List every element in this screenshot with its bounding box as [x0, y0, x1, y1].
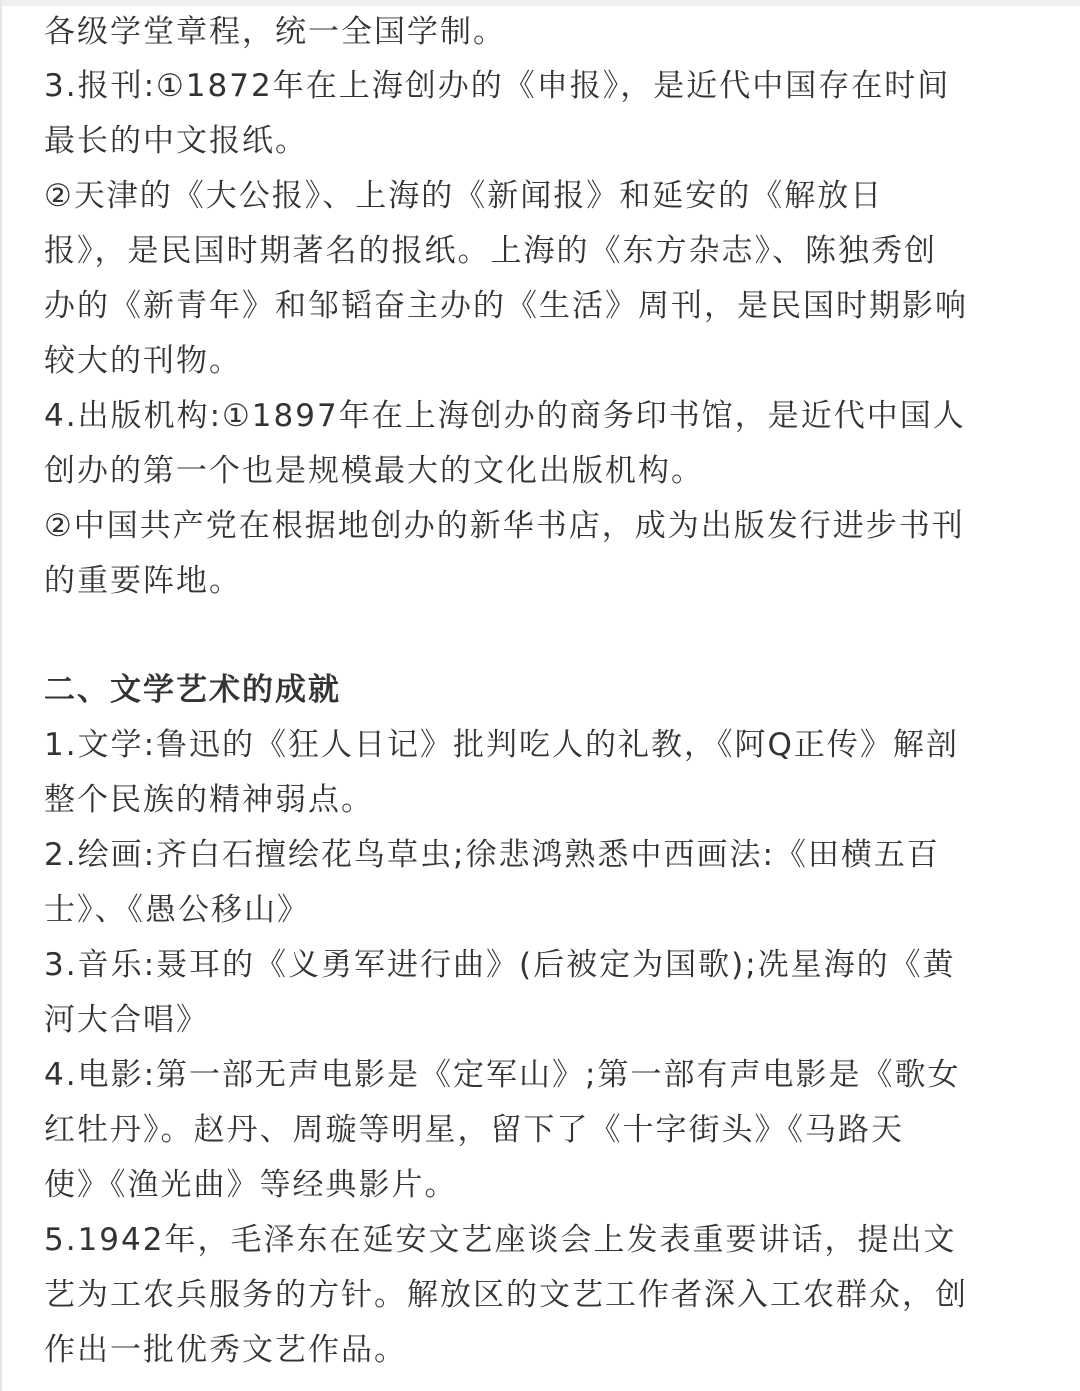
- text-line: 艺为工农兵服务的方针。解放区的文艺工作者深入工农群众，创: [44, 1277, 968, 1313]
- text-line: 河大合唱》: [44, 1002, 209, 1038]
- section-heading: 二、文学艺术的成就: [44, 672, 341, 708]
- text-line: 的重要阵地。: [44, 563, 242, 599]
- text-line: 2.绘画:齐白石擅绘花鸟草虫;徐悲鸿熟悉中西画法:《田横五百: [44, 837, 940, 873]
- text-line: ②天津的《大公报》、上海的《新闻报》和延安的《解放日: [44, 178, 884, 214]
- text-line: 5.1942年，毛泽东在延安文艺座谈会上发表重要讲话，提出文: [44, 1222, 957, 1258]
- text-line: 士》、《愚公移山》: [44, 892, 310, 928]
- text-line: 3.音乐:聂耳的《义勇军进行曲》(后被定为国歌);冼星海的《黄: [44, 947, 956, 983]
- text-line: 红牡丹》。赵丹、周璇等明星，留下了《十字街头》《马路天: [44, 1112, 904, 1148]
- text-line: 作出一批优秀文艺作品。: [44, 1332, 407, 1368]
- text-line: 1.文学:鲁迅的《狂人日记》批判吃人的礼教，《阿Q正传》解剖: [44, 727, 959, 763]
- text-line: 3.报刊:①1872年在上海创办的《申报》，是近代中国存在时间: [44, 68, 951, 104]
- text-line: 4.电影:第一部无声电影是《定军山》;第一部有声电影是《歌女: [44, 1057, 961, 1093]
- text-line: 创办的第一个也是规模最大的文化出版机构。: [44, 453, 704, 489]
- text-line: ②中国共产党在根据地创办的新华书店，成为出版发行进步书刊: [44, 508, 965, 544]
- text-line: 整个民族的精神弱点。: [44, 782, 374, 818]
- text-line: 各级学堂章程，统一全国学制。: [44, 14, 506, 50]
- text-line: 较大的刊物。: [44, 343, 242, 379]
- text-line: 4.出版机构:①1897年在上海创办的商务印书馆，是近代中国人: [44, 398, 966, 434]
- text-line: 报》，是民国时期著名的报纸。上海的《东方杂志》、陈独秀创: [44, 233, 937, 269]
- text-line: 使》《渔光曲》等经典影片。: [44, 1167, 458, 1203]
- text-line: 最长的中文报纸。: [44, 123, 308, 159]
- text-line: 办的《新青年》和邹韬奋主办的《生活》周刊，是民国时期影响: [44, 288, 968, 324]
